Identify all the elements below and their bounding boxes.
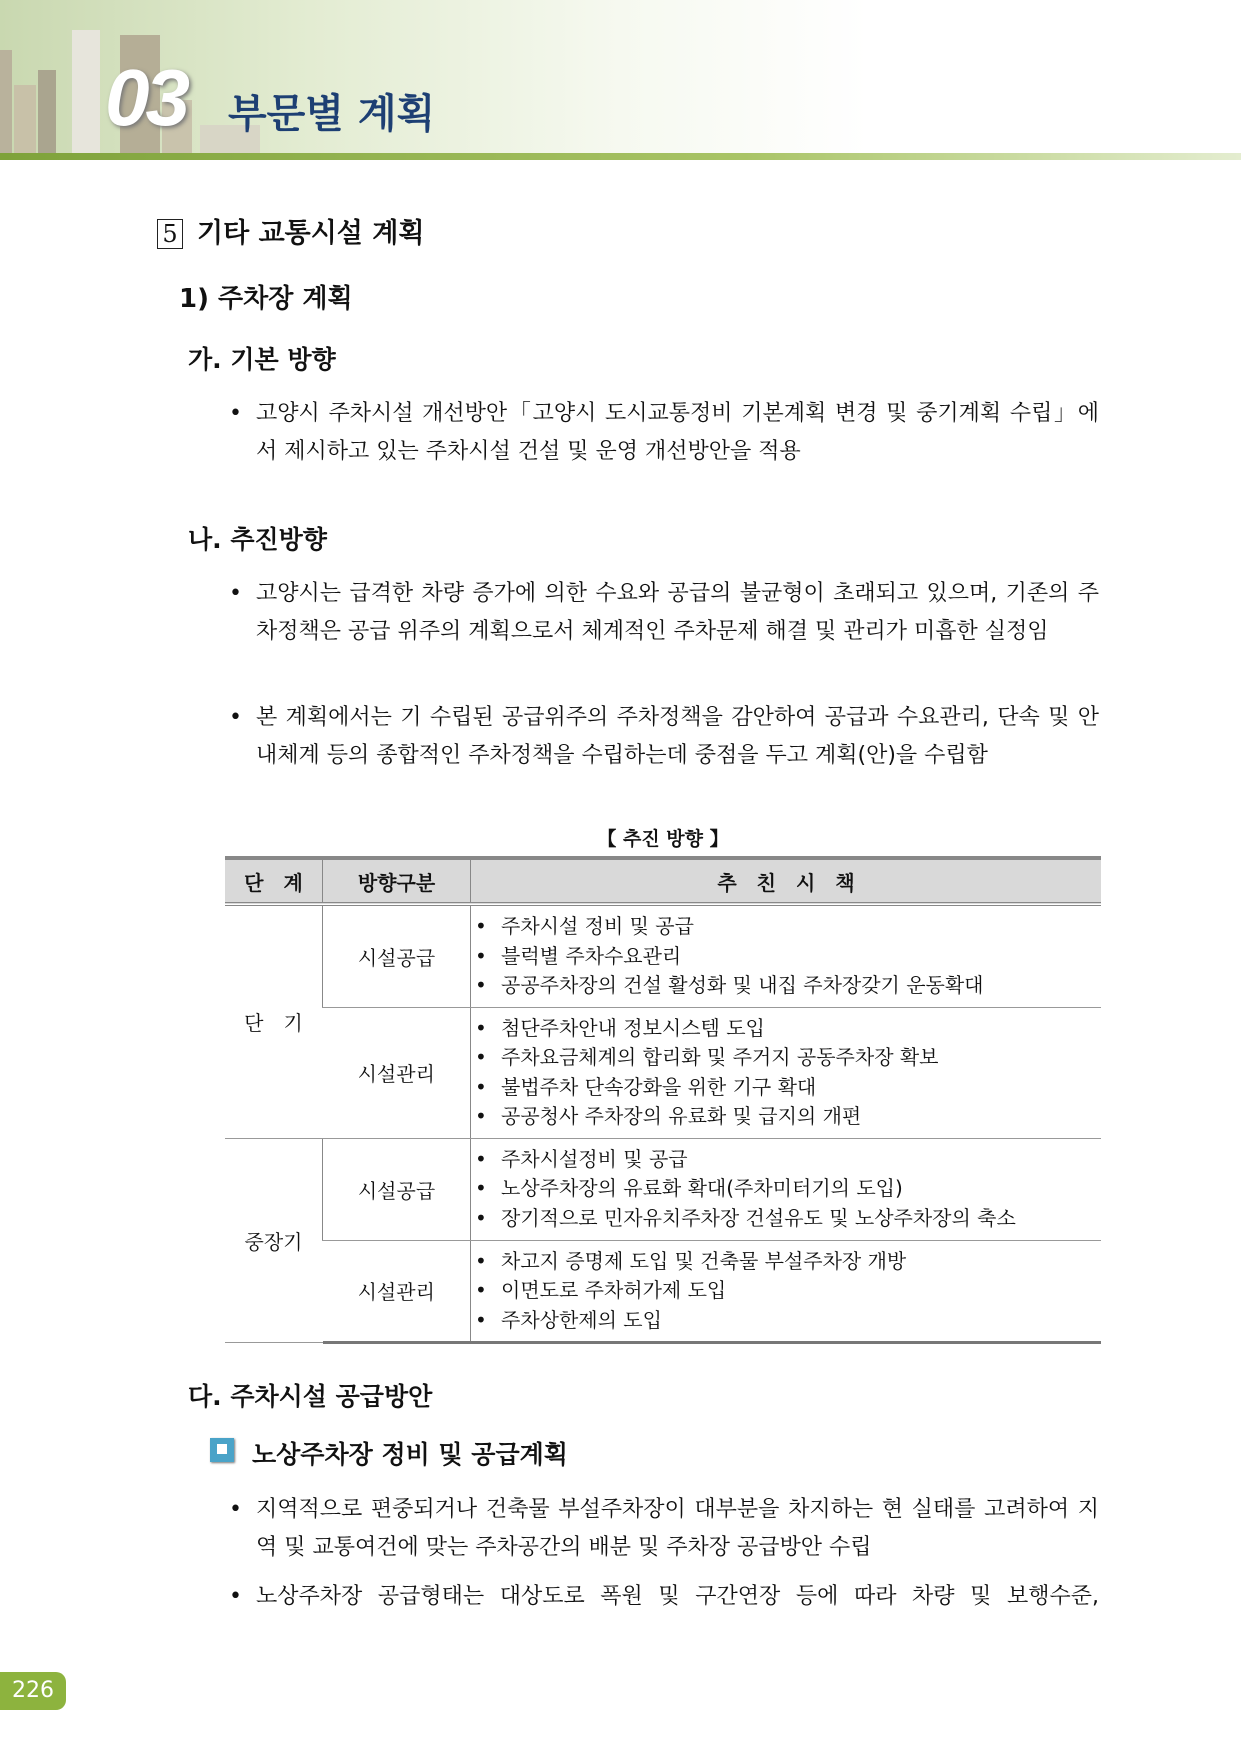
- subsection-title: 1) 주차장 계획: [179, 284, 353, 314]
- policy-item: • 첨단주차안내 정보시스템 도입: [475, 1014, 1101, 1044]
- policy-item: • 주차상한제의 도입: [475, 1306, 1101, 1336]
- table-row: [225, 1240, 1101, 1343]
- stage-cell: 단 기: [225, 904, 323, 1138]
- table-header-row: [225, 858, 1101, 904]
- stage-cell: 중장기: [225, 1138, 323, 1343]
- part-title: 나. 추진방향: [188, 525, 327, 554]
- header-rule: [0, 153, 1241, 160]
- part-title: 가. 기본 방향: [188, 345, 336, 374]
- policy-item: • 공공주차장의 건설 활성화 및 내집 주차장갖기 운동확대: [475, 971, 1101, 1001]
- policy-item: • 블럭별 주차수요관리: [475, 942, 1101, 972]
- bullet-item: • 본 계획에서는 기 수립된 공급위주의 주차정책을 감안하여 공급과 수요관리, 단속 및 안내체계 등의 종합적인 주차정책을 수립하는데 중점을 두고 계획(안)을 수립함: [229, 705, 1099, 768]
- policy-list: [471, 1240, 1102, 1343]
- header-category: 방향구분: [323, 858, 471, 904]
- policy-item: • 불법주차 단속강화을 위한 기구 확대: [475, 1073, 1101, 1103]
- table-caption: 【 추진 방향 】: [597, 828, 729, 850]
- policy-item: • 이면도로 주차허가제 도입: [475, 1276, 1101, 1306]
- table-row: [225, 904, 1101, 1007]
- table-row: [225, 1138, 1101, 1240]
- category-cell: 시설공급: [323, 904, 471, 1007]
- policy-item: • 주차요금체계의 합리화 및 주거지 공동주차장 확보: [475, 1043, 1101, 1073]
- bullet-item: • 지역적으로 편중되거나 건축물 부설주차장이 대부분을 차지하는 현 실태를 고려하여 지역 및 교통여건에 맞는 주차공간의 배분 및 주차장 공급방안 수립: [229, 1497, 1099, 1560]
- policy-item: • 장기적으로 민자유치주차장 건설유도 및 노상주차장의 축소: [475, 1204, 1101, 1234]
- table-row: [225, 1007, 1101, 1138]
- section-number: 5: [157, 219, 183, 249]
- bullet-item: • 고양시 주차시설 개선방안「고양시 도시교통정비 기본계획 변경 및 중기계획 수립」에서 제시하고 있는 주차시설 건설 및 운영 개선방안을 적용: [229, 401, 1099, 464]
- square-bullet-icon: [210, 1438, 234, 1462]
- policy-item: • 노상주차장의 유료화 확대(주차미터기의 도입): [475, 1174, 1101, 1204]
- policy-item: • 공공청사 주차장의 유료화 및 급지의 개편: [475, 1102, 1101, 1132]
- bullet-item: • 고양시는 급격한 차량 증가에 의한 수요와 공급의 불균형이 초래되고 있으며, 기존의 주차정책은 공급 위주의 계획으로서 체계적인 주차문제 해결 및 관리가 미흡한 실정임: [229, 581, 1099, 644]
- section-heading: [157, 211, 424, 250]
- header-policies: 추 친 시 책: [471, 858, 1102, 904]
- policy-list: [471, 904, 1102, 1007]
- subhead-title: 노상주차장 정비 및 공급계획: [252, 1440, 568, 1469]
- category-cell: 시설관리: [323, 1240, 471, 1343]
- policy-list: [471, 1007, 1102, 1138]
- policy-list: [471, 1138, 1102, 1240]
- chapter-title: 부문별 계획: [228, 91, 436, 137]
- bullet-item: • 노상주차장 공급형태는 대상도로 폭원 및 구간연장 등에 따라 차량 및 보행수준,: [229, 1584, 1099, 1609]
- section-title: 기타 교통시설 계획: [197, 218, 425, 249]
- chapter-number: 03: [105, 53, 186, 142]
- policy-item: • 주차시설정비 및 공급: [475, 1145, 1101, 1175]
- policy-item: • 주차시설 정비 및 공급: [475, 912, 1101, 942]
- category-cell: 시설공급: [323, 1138, 471, 1240]
- policy-item: • 차고지 증명제 도입 및 건축물 부설주차장 개방: [475, 1247, 1101, 1277]
- policy-table: [225, 856, 1101, 1344]
- part-title: 다. 주차시설 공급방안: [188, 1382, 433, 1411]
- category-cell: 시설관리: [323, 1007, 471, 1138]
- header-stage: 단 계: [225, 858, 323, 904]
- page-number: 226: [0, 1672, 66, 1710]
